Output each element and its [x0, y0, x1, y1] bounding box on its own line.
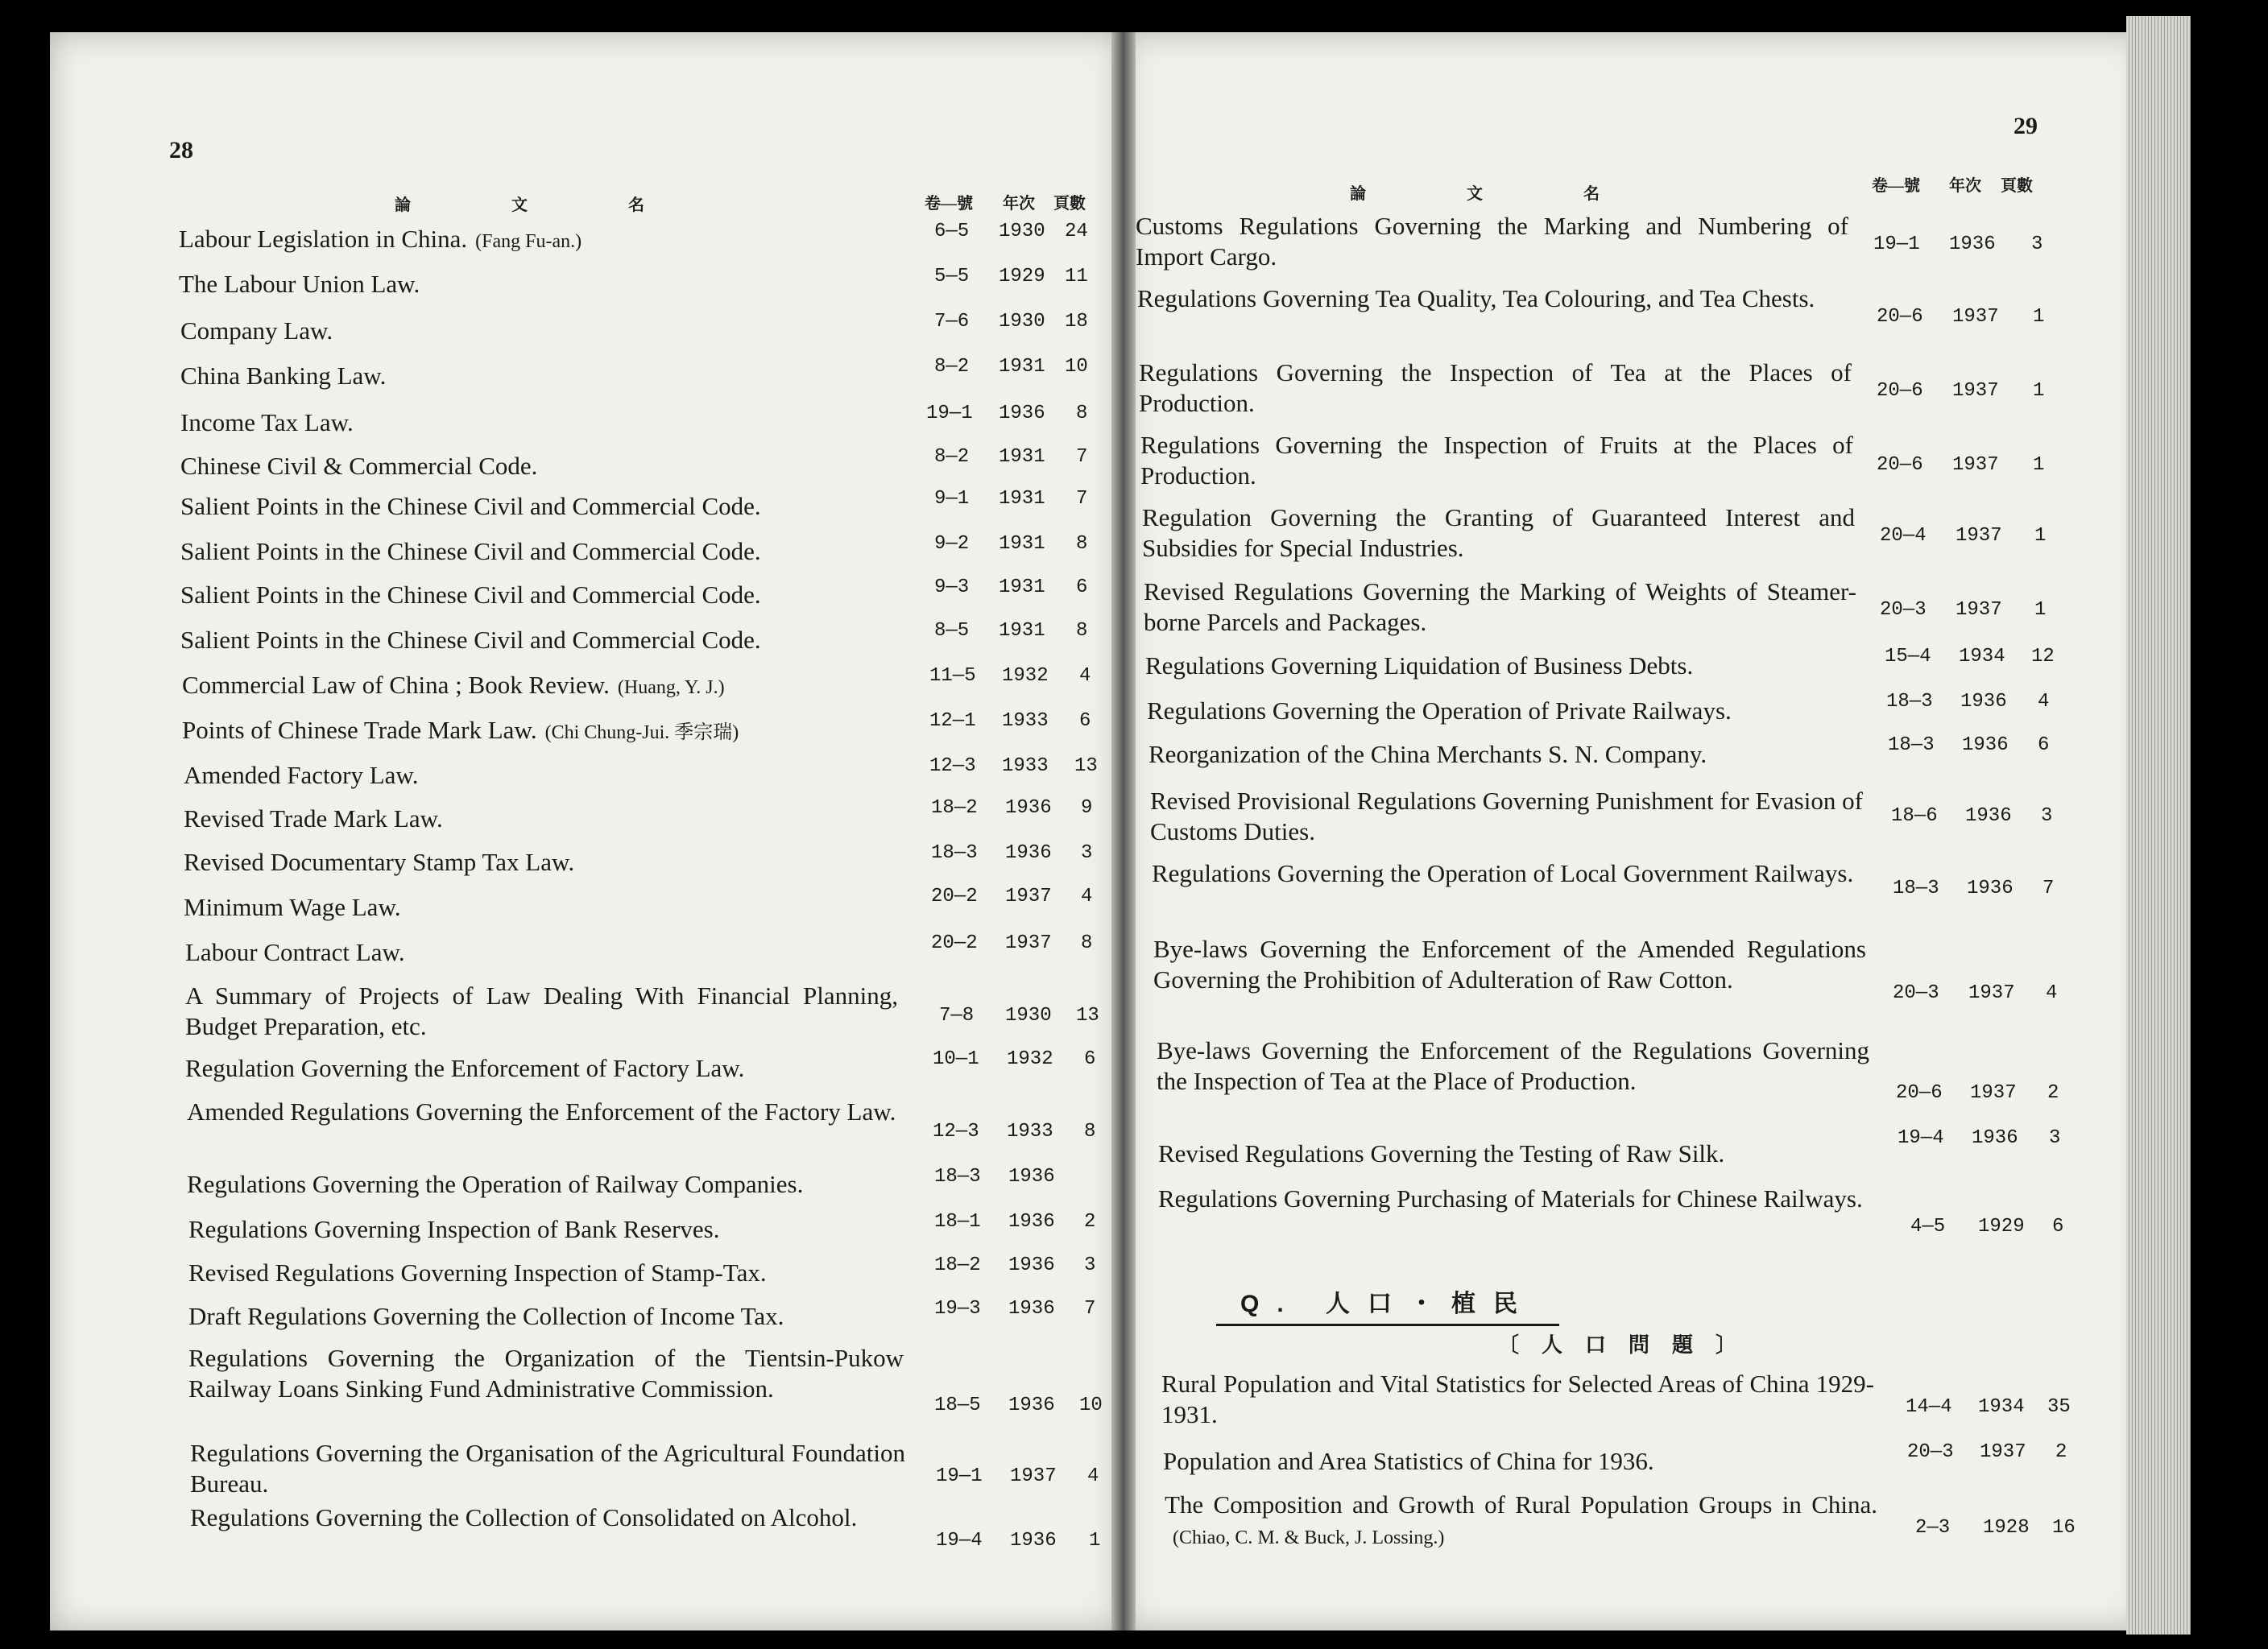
entry-vol-no: 12—3 [933, 1121, 979, 1143]
column-header-title-right: 論 文 名 [1350, 185, 1648, 203]
entry-page: 8 [1084, 1121, 1096, 1143]
entry-vol-no: 19—1 [936, 1465, 983, 1487]
entry-page: 1 [2034, 525, 2047, 547]
entry-page: 3 [2049, 1127, 2061, 1149]
column-header-title-left: 論 文 名 [395, 196, 693, 214]
entry-year: 1937 [1970, 1082, 2017, 1104]
entry-page: 4 [1081, 886, 1093, 907]
entry-year: 1931 [999, 533, 1045, 555]
entry-vol-no: 19—4 [1898, 1127, 1944, 1149]
entry-title: Commercial Law of China ; Book Review. [182, 671, 610, 699]
entry-page: 9 [1081, 797, 1093, 819]
entry-year: 1937 [1952, 306, 1999, 328]
entry-year: 1928 [1983, 1517, 2030, 1539]
entry-page: 1 [2033, 454, 2045, 476]
entry-page: 3 [1084, 1254, 1096, 1276]
column-header-vol-right: 卷—號 [1872, 177, 1920, 195]
entry-title: Regulations Governing the Inspection of Fruits at the Places of Production. [1140, 431, 1853, 490]
entry-title: Revised Regulations Governing Inspection of Stamp-Tax. [188, 1258, 767, 1287]
entry-year: 1934 [1959, 646, 2005, 667]
entry-title: Rural Population and Vital Statistics for Selected Areas of China 1929-1931. [1161, 1370, 1874, 1428]
entry-vol-no: 2—3 [1915, 1517, 1951, 1539]
entry-year: 1936 [1008, 1211, 1055, 1233]
entry-author: (Huang, Y. J.) [617, 677, 725, 698]
column-header-vol-left: 卷—號 [925, 195, 973, 213]
entry-title: Revised Regulations Governing the Marking of Weights of Steamer-borne Parcels and Packages. [1144, 577, 1856, 636]
entry-title: Salient Points in the Chinese Civil and Commercial Code. [180, 492, 761, 520]
entry-title: A Summary of Projects of Law Dealing With Financial Planning, Budget Preparation, etc. [185, 982, 898, 1040]
column-header-page-right: 頁數 [2001, 177, 2033, 195]
entry-vol-no: 15—4 [1885, 646, 1931, 667]
entry-page: 6 [1084, 1048, 1096, 1070]
entry-year: 1936 [1008, 1395, 1055, 1416]
entry-vol-no: 20—3 [1907, 1441, 1954, 1463]
entry-vol-no: 11—5 [929, 665, 976, 687]
entry-vol-no: 10—1 [933, 1048, 979, 1070]
entry-author: (Chi Chung-Jui. 季宗瑞) [544, 722, 739, 743]
entry-year: 1937 [1005, 886, 1052, 907]
entry-title: Regulations Governing the Operation of Local Government Railways. [1152, 859, 1854, 887]
entry-title: Regulation Governing the Enforcement of Factory Law. [185, 1054, 745, 1082]
entry-year: 1937 [1005, 932, 1052, 954]
entry-vol-no: 18—2 [931, 797, 978, 819]
entry-page: 18 [1065, 311, 1088, 333]
entry-year: 1937 [1980, 1441, 2026, 1463]
entry-title: Bye-laws Governing the Enforcement of the Regulations Governing the Inspection of Tea at the Place of Production. [1157, 1036, 1869, 1095]
entry-page: 6 [1079, 710, 1091, 732]
entry-page: 6 [2052, 1216, 2064, 1238]
entry-page: 16 [2052, 1517, 2076, 1539]
entry-title: Salient Points in the Chinese Civil and Commercial Code. [180, 581, 761, 609]
entry-title: Income Tax Law. [180, 408, 354, 436]
entry-vol-no: 18—2 [934, 1254, 981, 1276]
entry-page: 6 [1076, 577, 1088, 598]
book-gutter [1111, 32, 1136, 1630]
entry-page: 1 [2034, 599, 2047, 621]
entry-page: 13 [1076, 1005, 1099, 1027]
entry-page: 4 [1079, 665, 1091, 687]
entry-title: Revised Trade Mark Law. [184, 804, 443, 833]
entry-vol-no: 18—6 [1891, 805, 1938, 827]
entry-vol-no: 9—2 [934, 533, 970, 555]
entry-year: 1929 [999, 266, 1045, 287]
entry-title: Regulations Governing Purchasing of Materials for Chinese Railways. [1158, 1184, 1863, 1213]
entry-title: Reorganization of the China Merchants S. N. Company. [1148, 740, 1707, 768]
entry-title: Bye-laws Governing the Enforcement of the Amended Regulations Governing the Prohibition of Adulteration of Raw Cotton. [1153, 935, 1866, 994]
entry-title: Regulations Governing the Collection of Consolidated on Alcohol. [190, 1503, 858, 1531]
entry-year: 1932 [1002, 665, 1049, 687]
section-heading: Q. 人口・植民 [1216, 1283, 1559, 1326]
entry-vol-no: 12—3 [929, 755, 976, 777]
entry-page: 6 [2038, 734, 2050, 756]
column-header-year-left: 年次 [1003, 195, 1035, 213]
entry-vol-no: 18—3 [1893, 878, 1939, 899]
entry-page: 4 [2046, 982, 2058, 1004]
entry-vol-no: 20—4 [1880, 525, 1927, 547]
entry-year: 1936 [1949, 234, 1996, 255]
entry-page: 3 [1081, 842, 1093, 864]
entry-title: Regulations Governing Tea Quality, Tea Colouring, and Tea Chests. [1137, 284, 1815, 312]
page-number-right: 29 [2013, 113, 2038, 139]
entry-year: 1937 [1952, 454, 1999, 476]
entry-year: 1933 [1002, 755, 1049, 777]
entry-year: 1936 [1008, 1298, 1055, 1320]
entry-year: 1931 [999, 446, 1045, 468]
entry-page: 8 [1076, 403, 1088, 424]
entry-year: 1932 [1007, 1048, 1053, 1070]
entry-title: The Composition and Growth of Rural Population Groups in China. [1165, 1490, 1877, 1519]
entry-year: 1929 [1978, 1216, 2025, 1238]
entry-author: (Chiao, C. M. & Buck, J. Lossing.) [1173, 1527, 1445, 1548]
entry-title: Salient Points in the Chinese Civil and Commercial Code. [180, 626, 761, 654]
entry-vol-no: 5—5 [934, 266, 970, 287]
entry-page: 4 [1087, 1465, 1099, 1487]
entry-title: Labour Legislation in China. [179, 225, 468, 253]
entry-page: 3 [2041, 805, 2053, 827]
entry-vol-no: 20—6 [1877, 454, 1923, 476]
entry-vol-no: 12—1 [929, 710, 976, 732]
entry-title: Regulations Governing the Operation of Private Railways. [1147, 696, 1732, 725]
entry-year: 1937 [1956, 525, 2002, 547]
entry-year: 1934 [1978, 1396, 2025, 1418]
entry-title: Chinese Civil & Commercial Code. [180, 452, 538, 480]
entry-vol-no: 20—3 [1893, 982, 1939, 1004]
entry-year: 1930 [999, 221, 1045, 242]
entry-vol-no: 19—3 [934, 1298, 981, 1320]
entry-year: 1937 [1010, 1465, 1057, 1487]
entry-year: 1931 [999, 356, 1045, 378]
entry-title: Regulations Governing Inspection of Bank Reserves. [188, 1215, 720, 1243]
page-edges [2126, 16, 2191, 1635]
entry-vol-no: 20—3 [1880, 599, 1927, 621]
entry-year: 1936 [999, 403, 1045, 424]
entry-page: 7 [1076, 488, 1088, 510]
entry-year: 1936 [1005, 842, 1052, 864]
entry-page: 1 [2033, 306, 2045, 328]
entry-page: 3 [2031, 234, 2043, 255]
entry-title: Population and Area Statistics of China for 1936. [1163, 1447, 1654, 1475]
entry-page: 10 [1079, 1395, 1103, 1416]
entry-vol-no: 8—5 [934, 620, 970, 642]
entry-vol-no: 8—2 [934, 356, 970, 378]
entry-vol-no: 18—3 [1888, 734, 1935, 756]
entry-page: 11 [1065, 266, 1088, 287]
entry-year: 1931 [999, 577, 1045, 598]
entry-page: 2 [1084, 1211, 1096, 1233]
entry-year: 1930 [1005, 1005, 1052, 1027]
entry-page: 7 [1084, 1298, 1096, 1320]
entry-vol-no: 20—6 [1877, 306, 1923, 328]
entry-vol-no: 4—5 [1910, 1216, 1946, 1238]
entry-vol-no: 19—4 [936, 1530, 983, 1552]
entry-title: Points of Chinese Trade Mark Law. [182, 716, 537, 744]
entry-year: 1931 [999, 488, 1045, 510]
entry-year: 1931 [999, 620, 1045, 642]
entry-year: 1936 [1008, 1254, 1055, 1276]
entry-title: Regulations Governing the Operation of Railway Companies. [187, 1170, 804, 1198]
entry-page: 7 [2042, 878, 2055, 899]
entry-year: 1936 [1962, 734, 2009, 756]
entry-page: 35 [2047, 1396, 2071, 1418]
entry-year: 1936 [1960, 691, 2007, 713]
entry-vol-no: 20—6 [1896, 1082, 1943, 1104]
entry-title: Revised Provisional Regulations Governing Punishment for Evasion of Customs Duties. [1150, 787, 1863, 845]
entry-title: Regulation Governing the Granting of Guaranteed Interest and Subsidies for Special Industries. [1142, 503, 1855, 562]
entry-page: 7 [1076, 446, 1088, 468]
entry-vol-no: 19—1 [926, 403, 973, 424]
entry-year: 1936 [1005, 797, 1052, 819]
entry-year: 1936 [1008, 1166, 1055, 1188]
entry-title: Revised Documentary Stamp Tax Law. [184, 848, 575, 876]
entry-vol-no: 7—6 [934, 311, 970, 333]
column-header-page-left: 頁數 [1053, 195, 1086, 213]
entry-vol-no: 9—1 [934, 488, 970, 510]
entry-vol-no: 9—3 [934, 577, 970, 598]
entry-vol-no: 19—1 [1873, 234, 1920, 255]
entry-title: Draft Regulations Governing the Collection of Income Tax. [188, 1302, 784, 1330]
entry-page: 10 [1065, 356, 1088, 378]
entry-title: Company Law. [180, 316, 333, 345]
entry-vol-no: 20—2 [931, 886, 978, 907]
entry-vol-no: 18—3 [934, 1166, 981, 1188]
entry-year: 1937 [1956, 599, 2002, 621]
entry-vol-no: 20—2 [931, 932, 978, 954]
page-number-left: 28 [169, 137, 193, 163]
entry-year: 1937 [1952, 380, 1999, 402]
entry-vol-no: 6—5 [934, 221, 970, 242]
entry-year: 1936 [1967, 878, 2013, 899]
entry-year: 1936 [1972, 1127, 2018, 1149]
entry-page: 1 [2033, 380, 2045, 402]
entry-author: (Fang Fu-an.) [475, 231, 582, 252]
entry-title: Regulations Governing the Inspection of Tea at the Places of Production. [1139, 358, 1852, 417]
entry-year: 1930 [999, 311, 1045, 333]
entry-page: 2 [2047, 1082, 2059, 1104]
entry-vol-no: 7—8 [939, 1005, 975, 1027]
entry-vol-no: 18—1 [934, 1211, 981, 1233]
entry-page: 8 [1081, 932, 1093, 954]
entry-page: 13 [1074, 755, 1098, 777]
entry-title: Customs Regulations Governing the Marking and Numbering of Import Cargo. [1136, 212, 1848, 271]
entry-year: 1936 [1965, 805, 2012, 827]
entry-title: The Labour Union Law. [179, 270, 420, 298]
entry-page: 12 [2031, 646, 2055, 667]
entry-year: 1933 [1007, 1121, 1053, 1143]
entry-page: 1 [1089, 1530, 1101, 1552]
entry-title: Amended Factory Law. [184, 761, 419, 789]
entry-title: Regulations Governing the Organisation of the Agricultural Foundation Bureau. [190, 1439, 905, 1498]
entry-title: Regulations Governing Liquidation of Business Debts. [1145, 651, 1694, 680]
entry-title: China Banking Law. [180, 362, 387, 390]
entry-vol-no: 8—2 [934, 446, 970, 468]
entry-year: 1937 [1968, 982, 2015, 1004]
column-header-year-right: 年次 [1949, 177, 1981, 195]
entry-page: 4 [2038, 691, 2050, 713]
entry-page: 2 [2055, 1441, 2067, 1463]
entry-vol-no: 18—3 [1886, 691, 1933, 713]
entry-title: Salient Points in the Chinese Civil and Commercial Code. [180, 537, 761, 565]
entry-vol-no: 18—5 [934, 1395, 981, 1416]
entry-page: 8 [1076, 533, 1088, 555]
entry-vol-no: 20—6 [1877, 380, 1923, 402]
entry-vol-no: 14—4 [1906, 1396, 1952, 1418]
entry-page: 24 [1065, 221, 1088, 242]
entry-title: Revised Regulations Governing the Testing of Raw Silk. [1158, 1139, 1725, 1168]
entry-title: Amended Regulations Governing the Enforcement of the Factory Law. [187, 1097, 896, 1126]
entry-title: Regulations Governing the Organization of the Tientsin-Pukow Railway Loans Sinking Fund Administrative Commission. [188, 1344, 904, 1403]
entry-year: 1936 [1010, 1530, 1057, 1552]
entry-year: 1933 [1002, 710, 1049, 732]
section-subheading: 〔人口問題〕 [1498, 1333, 1760, 1357]
entry-title: Minimum Wage Law. [184, 893, 401, 921]
entry-title: Labour Contract Law. [185, 938, 405, 966]
entry-vol-no: 18—3 [931, 842, 978, 864]
entry-page: 8 [1076, 620, 1088, 642]
